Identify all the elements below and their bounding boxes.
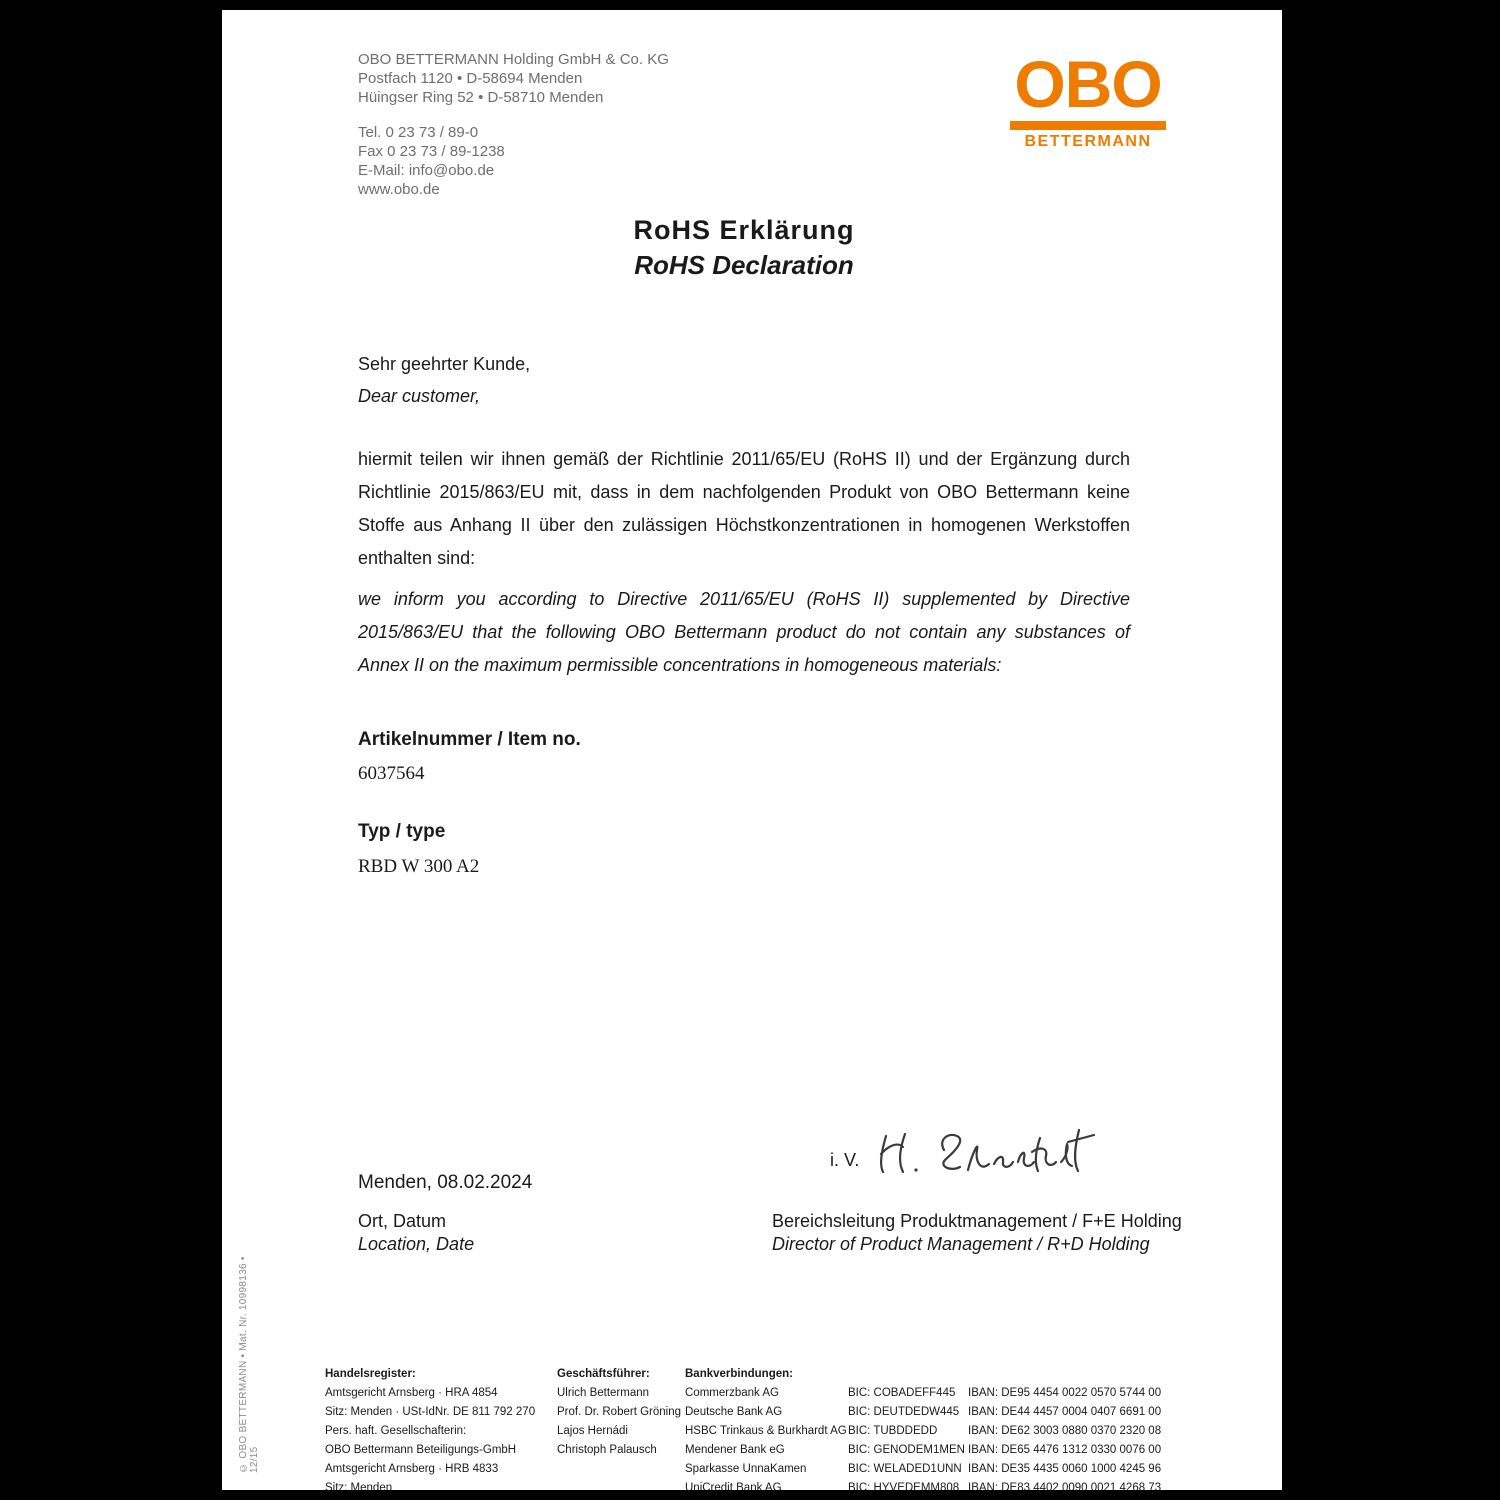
bank-iban: IBAN: DE44 4457 0004 0407 6691 00	[968, 1406, 1162, 1418]
document-title-block	[358, 215, 1130, 281]
sender-company: OBO BETTERMANN Holding GmbH & Co. KG	[358, 51, 669, 68]
footer-line: Ulrich Bettermann	[557, 1387, 650, 1399]
bank-name: Commerzbank AG	[685, 1387, 779, 1399]
footer-line: Pers. haft. Gesellschafterin:	[325, 1425, 467, 1437]
footer-geschaeftsfuehrer-title: Geschäftsführer:	[557, 1368, 650, 1380]
footer-banks-title: Bankverbindungen:	[685, 1368, 793, 1380]
footer-bic-column	[848, 1384, 968, 1490]
bank-iban: IBAN: DE62 3003 0880 0370 2320 08	[968, 1425, 1162, 1437]
footer-iban-column	[968, 1384, 1178, 1490]
sender-postbox: Postfach 1120 • D-58694 Menden	[358, 70, 583, 87]
bank-name: Sparkasse UnnaKamen	[685, 1463, 807, 1475]
bank-bic: BIC: GENODEM1MEN	[848, 1444, 965, 1456]
signature-iv-label: i. V.	[830, 1150, 860, 1170]
sender-tel: Tel. 0 23 73 / 89-0	[358, 124, 479, 141]
footer-geschaeftsfuehrer	[557, 1365, 682, 1460]
footer-line: Lajos Hernádi	[557, 1425, 628, 1437]
obo-logo-subtext: BETTERMANN	[1024, 133, 1152, 150]
footer-handelsregister-title: Handelsregister:	[325, 1368, 416, 1380]
bank-name: UniCredit Bank AG	[685, 1482, 782, 1490]
location-label-english: Location, Date	[358, 1234, 475, 1254]
location-label-german: Ort, Datum	[358, 1211, 447, 1231]
salutation-english: Dear customer,	[358, 386, 481, 406]
body-paragraph-german: hiermit teilen wir ihnen gemäß der Richtlinie 2011/65/EU (RoHS II) und der Ergänzung durch Richtlinie 2015/863/EU mit, dass in dem nachfolgenden Produkt von OBO Bettermann keine Stoffe aus Anhang II über den zulässigen Höchstkonzentrationen in homogenen Werkstoffen enthalten sind:	[358, 449, 1130, 568]
bank-bic: BIC: TUBDDEDD	[848, 1425, 938, 1437]
sender-address-block	[358, 50, 669, 107]
bank-bic: BIC: HYVEDEMM808	[848, 1482, 960, 1490]
obo-logo-text: OBO	[1014, 47, 1162, 121]
footer-banks	[685, 1365, 850, 1490]
body-paragraph-english: we inform you according to Directive 2011/65/EU (RoHS II) supplemented by Directive 2015/863/EU that the following OBO Bettermann product do not contain any substances of Annex II on the maximum permissible concentrations in homogeneous materials:	[358, 589, 1130, 675]
signer-role-english: Director of Product Management / R+D Holding	[772, 1234, 1150, 1254]
signer-role-german: Bereichsleitung Produktmanagement / F+E Holding	[772, 1211, 1182, 1231]
footer-line: Sitz: Menden	[325, 1482, 393, 1490]
sender-fax: Fax 0 23 73 / 89-1238	[358, 143, 505, 160]
document-page	[222, 10, 1282, 1490]
salutation-block	[358, 348, 530, 412]
type-value: RBD W 300 A2	[358, 856, 480, 877]
article-number-value: 6037564	[358, 763, 425, 784]
sender-website: www.obo.de	[358, 181, 440, 198]
place-date: Menden, 08.02.2024	[358, 1172, 533, 1193]
bank-name: HSBC Trinkaus & Burkhardt AG	[685, 1425, 847, 1437]
footer-line: Sitz: Menden · USt-IdNr. DE 811 792 270	[325, 1406, 536, 1418]
side-note-vertical: © OBO BETTERMANN • Mat. Nr. 10998136 • 12/15	[238, 1256, 260, 1473]
signature-image	[872, 1114, 1112, 1194]
sender-email: E-Mail: info@obo.de	[358, 162, 495, 179]
bank-iban: IBAN: DE83 4402 0090 0021 4268 73	[968, 1482, 1162, 1490]
sender-contact-block	[358, 123, 505, 199]
title-english: RoHS Declaration	[634, 250, 854, 280]
bank-iban: IBAN: DE65 4476 1312 0330 0076 00	[968, 1444, 1162, 1456]
obo-logo-bar	[1010, 121, 1166, 130]
article-number-label: Artikelnummer / Item no.	[358, 729, 581, 750]
footer-line: Amtsgericht Arnsberg · HRB 4833	[325, 1463, 499, 1475]
bank-iban: IBAN: DE95 4454 0022 0570 5744 00	[968, 1387, 1162, 1399]
type-label: Typ / type	[358, 821, 446, 842]
title-german: RoHS Erklärung	[633, 215, 855, 245]
sender-street: Hüingser Ring 52 • D-58710 Menden	[358, 89, 604, 106]
bank-bic: BIC: WELADED1UNN	[848, 1463, 962, 1475]
footer-line: Prof. Dr. Robert Gröning	[557, 1406, 681, 1418]
bank-bic: BIC: COBADEFF445	[848, 1387, 956, 1399]
salutation-german: Sehr geehrter Kunde,	[358, 354, 531, 374]
footer-line: Amtsgericht Arnsberg · HRA 4854	[325, 1387, 498, 1399]
footer-line: Christoph Palausch	[557, 1444, 657, 1456]
footer-line: OBO Bettermann Beteiligungs-GmbH	[325, 1444, 517, 1456]
bank-bic: BIC: DEUTDEDW445	[848, 1406, 960, 1418]
obo-logo	[1010, 48, 1166, 151]
bank-name: Deutsche Bank AG	[685, 1406, 783, 1418]
bank-name: Mendener Bank eG	[685, 1444, 785, 1456]
footer-handelsregister	[325, 1365, 550, 1490]
bank-iban: IBAN: DE35 4435 0060 1000 4245 96	[968, 1463, 1162, 1475]
